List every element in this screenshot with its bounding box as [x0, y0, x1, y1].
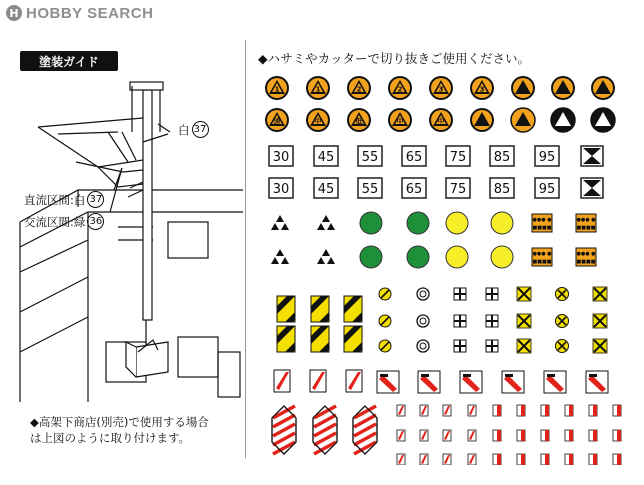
- red-tag: [420, 454, 428, 465]
- sign-text: 中: [396, 117, 404, 126]
- ring-sign: [417, 288, 429, 300]
- speed-limit-sign: [446, 178, 470, 198]
- hexagon-board: [313, 406, 337, 454]
- cross-box-sign: [486, 288, 498, 300]
- red-white-panel: [346, 370, 362, 392]
- cross-box-sign: [486, 315, 498, 327]
- pole-mast: [143, 90, 152, 320]
- ring-sign: [417, 340, 429, 352]
- divider: [245, 40, 246, 458]
- orange-plate: [532, 248, 552, 266]
- paint-number-37-dc: 37: [87, 191, 104, 208]
- brand-logo: [6, 4, 153, 22]
- hazard-board: [277, 296, 295, 322]
- red-white-panel: [274, 370, 290, 392]
- label-sign: [347, 108, 371, 132]
- sign-text: 1: [274, 85, 280, 94]
- speed-limit-sign: [490, 178, 514, 198]
- speed-limit-text: 85: [493, 150, 511, 165]
- hazard-board: [311, 326, 329, 352]
- paint-number-36-ac: 36: [87, 213, 104, 230]
- speed-limit-text: 55: [361, 150, 379, 165]
- red-tag: [541, 430, 549, 441]
- red-tag: [565, 454, 573, 465]
- speed-limit-sign: [358, 178, 382, 198]
- hexagon-board: [353, 406, 377, 454]
- speed-limit-text: 75: [449, 182, 467, 197]
- red-tag: [517, 405, 525, 416]
- sign-text: 速: [273, 117, 281, 126]
- speed-limit-text: 65: [405, 182, 423, 197]
- red-tag: [443, 430, 451, 441]
- red-tag: [468, 430, 476, 441]
- red-tag: [420, 405, 428, 416]
- cross-box-sign: [486, 340, 498, 352]
- cross-box-sign: [454, 288, 466, 300]
- label-sign: [306, 108, 330, 132]
- plate-bottom-text: ■■■■: [576, 259, 596, 265]
- end-sign: [581, 146, 603, 166]
- red-tag: [443, 405, 451, 416]
- caution-sign: [591, 76, 615, 100]
- label-dc-text: 直流区間:白: [24, 192, 86, 207]
- caution-sign: [470, 108, 494, 132]
- red-tag: [493, 430, 501, 441]
- plate-bottom-text: ■■■■: [576, 225, 596, 231]
- x-box-sign: [517, 314, 531, 328]
- red-tag: [589, 454, 597, 465]
- speed-limit-text: 65: [405, 150, 423, 165]
- label-ac-section: [24, 213, 104, 230]
- label-dc-section: [24, 191, 104, 208]
- ring-sign: [417, 315, 429, 327]
- red-white-panel: [310, 370, 326, 392]
- end-sign: [581, 178, 603, 198]
- red-tag: [589, 430, 597, 441]
- plate-top-text: ●●● ●: [532, 251, 552, 257]
- speed-limit-text: 95: [538, 182, 556, 197]
- yellow-signal: [491, 246, 513, 268]
- sign-text: 1: [315, 85, 321, 94]
- yellow-signal: [491, 212, 513, 234]
- label-white: [178, 121, 209, 138]
- x-box-sign: [593, 339, 607, 353]
- red-tag: [397, 405, 405, 416]
- number-sign: [306, 76, 330, 100]
- red-tag: [517, 454, 525, 465]
- red-tag: [420, 430, 428, 441]
- sign-sheet: [252, 70, 632, 465]
- red-tag: [613, 405, 621, 416]
- triple-triangle-sign: [317, 249, 335, 264]
- red-tag: [517, 430, 525, 441]
- x-circle-sign: [556, 340, 569, 353]
- caution-sign: [551, 76, 575, 100]
- red-stripe-sign: [586, 371, 608, 393]
- speed-limit-sign: [402, 178, 426, 198]
- pole-illustration: [18, 72, 243, 402]
- green-signal: [407, 212, 429, 234]
- speed-limit-text: 85: [493, 182, 511, 197]
- speed-limit-sign: [314, 178, 338, 198]
- speed-limit-text: 30: [272, 150, 290, 165]
- number-sign: [388, 76, 412, 100]
- green-signal: [407, 246, 429, 268]
- logo-text: HOBBY SEARCH: [26, 4, 154, 22]
- green-signal: [360, 246, 382, 268]
- speed-limit-sign: [358, 146, 382, 166]
- label-sign: [388, 108, 412, 132]
- x-box-sign: [517, 339, 531, 353]
- installation-note: [30, 414, 209, 446]
- number-sign: [470, 76, 494, 100]
- paint-number-37: 37: [192, 121, 209, 138]
- hazard-board: [311, 296, 329, 322]
- red-tag: [493, 454, 501, 465]
- white-triangle-sign: [511, 108, 535, 132]
- slash-circle-sign: [379, 340, 391, 352]
- yellow-signal: [446, 212, 468, 234]
- speed-limit-text: 30: [272, 182, 290, 197]
- hexagon-board: [272, 406, 296, 454]
- sign-text: 2: [356, 85, 362, 94]
- triple-triangle-sign: [317, 215, 335, 230]
- sign-text: 中: [314, 117, 322, 126]
- red-tag: [613, 454, 621, 465]
- yellow-signal: [446, 246, 468, 268]
- red-tag: [565, 405, 573, 416]
- cross-box-sign: [454, 340, 466, 352]
- orange-plate: [576, 248, 596, 266]
- speed-limit-sign: [535, 178, 559, 198]
- speed-limit-sign: [535, 146, 559, 166]
- hazard-board: [344, 326, 362, 352]
- orange-plate: [532, 214, 552, 232]
- speed-limit-sign: [269, 146, 293, 166]
- number-sign: [347, 76, 371, 100]
- red-stripe-sign: [377, 371, 399, 393]
- sign-text: 中: [437, 117, 445, 126]
- x-box-sign: [593, 314, 607, 328]
- speed-limit-text: 75: [449, 150, 467, 165]
- red-tag: [443, 454, 451, 465]
- red-tag: [468, 454, 476, 465]
- plate-bottom-text: ■■■■: [532, 225, 552, 231]
- speed-limit-text: 45: [317, 182, 335, 197]
- sign-text: 3: [438, 85, 444, 94]
- label-sign: [429, 108, 453, 132]
- plate-top-text: ●●● ●: [576, 251, 596, 257]
- hazard-board: [344, 296, 362, 322]
- logo-mark: H: [6, 5, 22, 21]
- speed-limit-text: 45: [317, 150, 335, 165]
- caution-sign: [511, 76, 535, 100]
- speed-limit-text: 55: [361, 182, 379, 197]
- note-line-2: は上図のように取り付けます。: [30, 431, 191, 445]
- speed-limit-sign: [402, 146, 426, 166]
- guide-title: 塗装ガイド: [20, 51, 118, 71]
- speed-limit-text: 95: [538, 150, 556, 165]
- speed-limit-sign: [490, 146, 514, 166]
- red-tag: [493, 405, 501, 416]
- speed-limit-sign: [269, 178, 293, 198]
- sign-text: 2: [397, 85, 403, 94]
- note-line-1: ◆高架下商店(別売)で使用する場合: [30, 415, 209, 429]
- sign-text: 低: [355, 117, 363, 126]
- speed-limit-sign: [446, 146, 470, 166]
- slash-circle-sign: [379, 288, 391, 300]
- plate-bottom-text: ■■■■: [532, 259, 552, 265]
- plate-top-text: ●●● ●: [532, 217, 552, 223]
- x-circle-sign: [556, 315, 569, 328]
- red-tag: [468, 405, 476, 416]
- cutting-instruction: ◆ハサミやカッターで切り抜きご使用ください。: [258, 51, 530, 66]
- white-triangle-sign: [591, 108, 615, 132]
- label-sign: [265, 108, 289, 132]
- red-tag: [589, 405, 597, 416]
- label-white-text: 白: [178, 122, 190, 137]
- red-stripe-sign: [418, 371, 440, 393]
- plate-top-text: ●●● ●: [576, 217, 596, 223]
- slash-circle-sign: [379, 315, 391, 327]
- number-sign: [429, 76, 453, 100]
- hazard-board: [277, 326, 295, 352]
- x-box-sign: [517, 287, 531, 301]
- triple-triangle-sign: [271, 215, 289, 230]
- number-sign: [265, 76, 289, 100]
- x-box-sign: [593, 287, 607, 301]
- white-triangle-sign: [551, 108, 575, 132]
- triple-triangle-sign: [271, 249, 289, 264]
- label-ac-text: 交流区間:緑: [24, 214, 86, 229]
- red-stripe-sign: [460, 371, 482, 393]
- orange-plate: [576, 214, 596, 232]
- cross-box-sign: [454, 315, 466, 327]
- red-tag: [565, 430, 573, 441]
- red-stripe-sign: [502, 371, 524, 393]
- red-tag: [397, 430, 405, 441]
- red-stripe-sign: [544, 371, 566, 393]
- x-circle-sign: [556, 288, 569, 301]
- speed-limit-sign: [314, 146, 338, 166]
- sign-text: 3: [479, 85, 485, 94]
- green-signal: [360, 212, 382, 234]
- red-tag: [541, 405, 549, 416]
- red-tag: [613, 430, 621, 441]
- red-tag: [541, 454, 549, 465]
- red-tag: [397, 454, 405, 465]
